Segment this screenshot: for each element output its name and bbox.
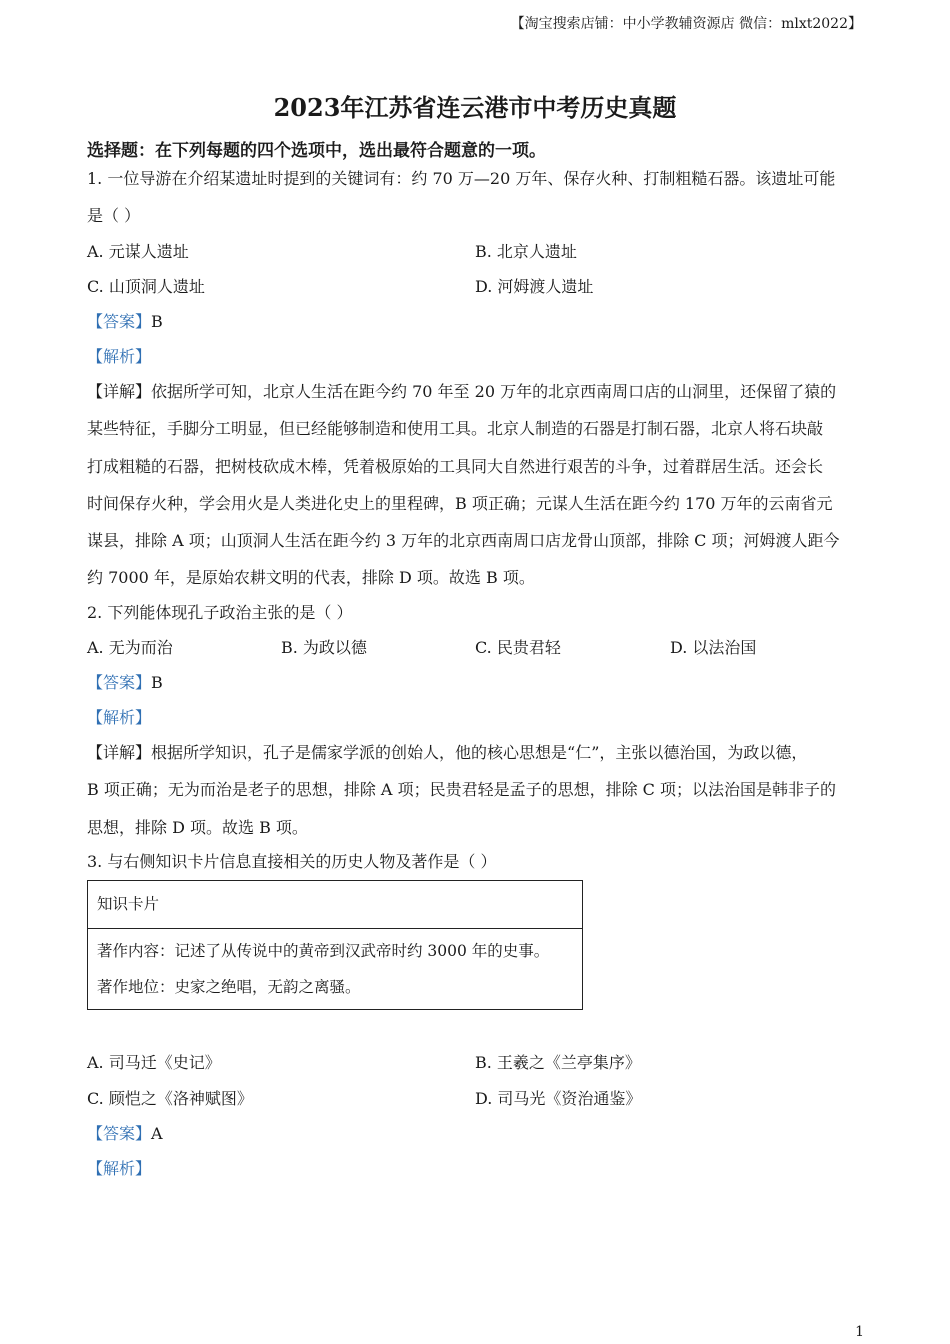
detail-text: 依据所学可知，北京人生活在距今约 70 年至 20 万年的北京西南周口店的山洞里，还保留了猿的 bbox=[151, 382, 837, 401]
q3-answer bbox=[87, 1121, 163, 1144]
q2-option-b: B. 为政以德 bbox=[281, 638, 367, 657]
detail-label: 【详解】 bbox=[87, 743, 152, 762]
q2-answer bbox=[87, 670, 163, 693]
q3-option-d: D. 司马光《资治通鉴》 bbox=[475, 1089, 642, 1108]
q2-option-a: A. 无为而治 bbox=[87, 638, 173, 657]
answer-label: 【答案】 bbox=[87, 1124, 152, 1143]
q1-option-a: A. 元谋人遗址 bbox=[87, 242, 189, 261]
page-number: 1 bbox=[855, 1324, 864, 1340]
knowledge-card bbox=[87, 880, 583, 1010]
detail-text: 根据所学知识，孔子是儒家学派的创始人，他的核心思想是“仁”，主张以德治国，为政以德， bbox=[151, 743, 808, 762]
q3-option-a: A. 司马迁《史记》 bbox=[87, 1053, 221, 1072]
q1-option-d: D. 河姆渡人遗址 bbox=[475, 277, 594, 296]
q1-detail-line: 谋县，排除 A 项；山顶洞人生活在距今约 3 万年的北京西南周口店龙骨山顶部，排除 C 项；河姆渡人距今 bbox=[87, 531, 840, 550]
q1-detail-line: 约 7000 年，是原始农耕文明的代表，排除 D 项。故选 B 项。 bbox=[87, 568, 535, 587]
q1-detail-line bbox=[87, 379, 836, 402]
q1-option-c: C. 山顶洞人遗址 bbox=[87, 277, 205, 296]
q2-detail-line: B 项正确；无为而治是老子的思想，排除 A 项；民贵君轻是孟子的思想，排除 C 项；以法治国是韩非子的 bbox=[87, 780, 836, 799]
q2-detail-line bbox=[87, 740, 807, 763]
q1-detail-line: 某些特征，手脚分工明显，但已经能够制造和使用工具。北京人制造的石器是打制石器，北京人将石块敲 bbox=[87, 419, 824, 438]
q2-option-d: D. 以法治国 bbox=[670, 638, 757, 657]
q1-stem-line2: 是（ ） bbox=[87, 206, 141, 225]
knowledge-card-line1: 著作内容：记述了从传说中的黄帝到汉武帝时约 3000 年的史事。 bbox=[97, 942, 550, 960]
header-note: 【淘宝搜索店铺：中小学教辅资源店 微信：mlxt2022】 bbox=[510, 16, 862, 32]
answer-value: B bbox=[151, 312, 163, 331]
section-heading: 选择题：在下列每题的四个选项中，选出最符合题意的一项。 bbox=[87, 141, 546, 161]
answer-value: A bbox=[151, 1124, 163, 1143]
answer-label: 【答案】 bbox=[87, 673, 152, 692]
knowledge-card-header-row bbox=[88, 881, 582, 929]
q1-answer bbox=[87, 309, 163, 332]
knowledge-card-line2: 著作地位：史家之绝唱，无韵之离骚。 bbox=[97, 978, 361, 996]
q1-detail-line: 时间保存火种，学会用火是人类进化史上的里程碑，B 项正确；元谋人生活在距今约 170 万年的云南省元 bbox=[87, 494, 833, 513]
detail-label: 【详解】 bbox=[87, 382, 152, 401]
answer-label: 【答案】 bbox=[87, 312, 152, 331]
knowledge-card-heading: 知识卡片 bbox=[97, 895, 160, 913]
q3-stem: 3. 与右侧知识卡片信息直接相关的历史人物及著作是（ ） bbox=[87, 852, 497, 871]
q1-analysis-label: 【解析】 bbox=[87, 347, 152, 366]
q2-detail-line: 思想，排除 D 项。故选 B 项。 bbox=[87, 818, 308, 837]
q2-option-c: C. 民贵君轻 bbox=[475, 638, 561, 657]
answer-value: B bbox=[151, 673, 163, 692]
q1-option-b: B. 北京人遗址 bbox=[475, 242, 577, 261]
page-title: 2023年江苏省连云港市中考历史真题 bbox=[273, 93, 677, 122]
q2-analysis-label: 【解析】 bbox=[87, 708, 152, 727]
q1-stem-line1: 1. 一位导游在介绍某遗址时提到的关键词有：约 70 万—20 万年、保存火种、打制粗糙石器。该遗址可能 bbox=[87, 169, 836, 188]
q1-detail-line: 打成粗糙的石器，把树枝砍成木棒，凭着极原始的工具同大自然进行艰苦的斗争，过着群居生活。还会长 bbox=[87, 457, 824, 476]
q3-option-b: B. 王羲之《兰亭集序》 bbox=[475, 1053, 641, 1072]
q3-option-c: C. 顾恺之《洛神赋图》 bbox=[87, 1089, 253, 1108]
q3-analysis-label: 【解析】 bbox=[87, 1159, 152, 1178]
q2-stem: 2. 下列能体现孔子政治主张的是（ ） bbox=[87, 603, 353, 622]
